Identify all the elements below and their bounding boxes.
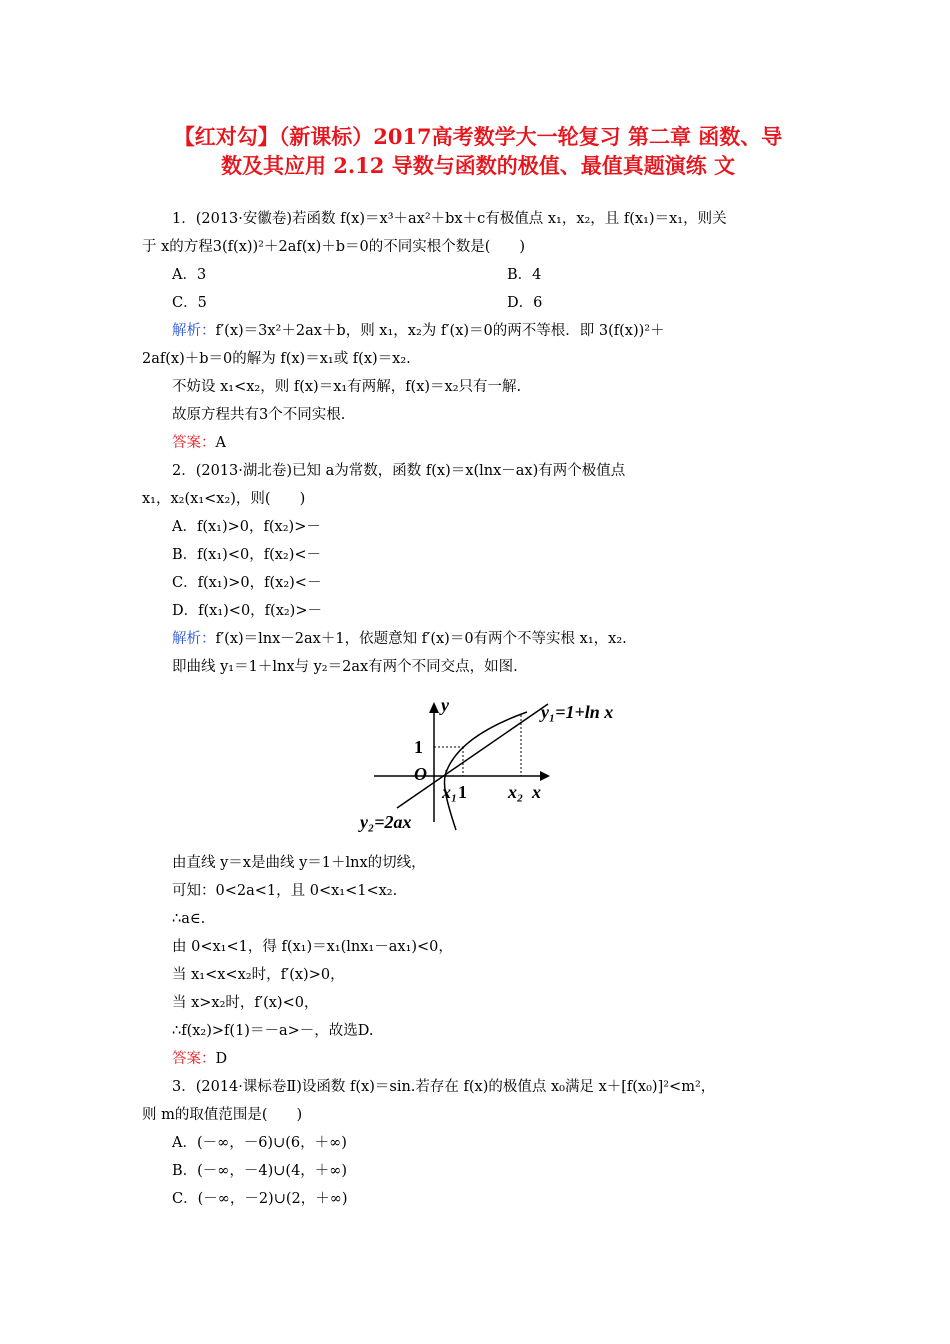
x2-label: x₂ <box>508 782 524 802</box>
q1-solution-line-2: 2af(x)＋b＝0的解为 f(x)＝x₁或 f(x)＝x₂. <box>142 351 411 367</box>
document-title <box>128 122 828 180</box>
q2-stem-line-2: x₁，x₂(x₁<x₂)，则( ) <box>142 491 306 507</box>
q1-options-row-2 <box>172 293 852 313</box>
q2-solution-line-2: 即曲线 y₁＝1＋lnx与 y₂＝2ax有两个不同交点，如图. <box>172 659 518 675</box>
x-axis-arrow <box>540 771 550 781</box>
q2-solution-label: 解析： <box>172 631 216 647</box>
log-curve <box>444 712 527 830</box>
curve-label: y₁=1+ln x <box>541 702 614 722</box>
q3-stem-line-2: 则 m的取值范围是( ) <box>142 1107 303 1123</box>
q1-solution-line-3: 不妨设 x₁<x₂，则 f(x)＝x₁有两解，f(x)＝x₂只有一解. <box>172 379 522 395</box>
q1-stem-line-1: 1．(2013·安徽卷)若函数 f(x)＝x³＋ax²＋bx＋c有极值点 x₁，x₂，且 f(x₁)＝x₁，则关 <box>172 211 727 227</box>
origin-label: O <box>414 764 427 784</box>
q2-stem-line-1: 2．(2013·湖北卷)已知 a为常数，函数 f(x)＝x(lnx－ax)有两个极值点 <box>172 463 626 479</box>
y-axis-arrow <box>429 702 439 713</box>
q2-solution-line-8: 当 x>x₂时，f′(x)<0， <box>172 995 319 1011</box>
q1-option-b: B．4 <box>507 267 542 283</box>
q1-option-d: D．6 <box>507 295 543 311</box>
q1-stem-line-2: 于 x的方程3(f(x))²＋2af(x)＋b＝0的不同实根个数是( ) <box>142 239 526 255</box>
y-axis-label: y <box>441 695 449 715</box>
q2-solution-line-9: ∴f(x₂)>f(1)＝－a>－，故选D. <box>172 1023 374 1039</box>
q1-answer-label: 答案： <box>172 435 216 451</box>
q2-solution-line-5: ∴a∈. <box>172 911 206 927</box>
q3-option-a: A．(－∞，－6)∪(6，＋∞) <box>172 1135 347 1151</box>
q1-solution-line-4: 故原方程共有3个不同实根. <box>172 407 346 423</box>
q2-solution-line-3: 由直线 y＝x是曲线 y＝1＋lnx的切线， <box>172 855 426 871</box>
q2-answer-label: 答案： <box>172 1051 216 1067</box>
q3-option-c: C．(－∞，－2)∪(2，＋∞) <box>172 1191 348 1207</box>
q2-solution-line-1 <box>172 629 852 649</box>
q2-solution-line-7: 当 x₁<x<x₂时，f′(x)>0， <box>172 967 345 983</box>
q2-option-a: A．f(x₁)>0，f(x₂)>－ <box>172 519 321 535</box>
q2-option-c: C．f(x₁)>0，f(x₂)<－ <box>172 575 322 591</box>
q2-option-b: B．f(x₁)<0，f(x₂)<－ <box>172 547 322 563</box>
q1-solution-line-1 <box>172 321 852 341</box>
q3-stem-line-1: 3．(2014·课标卷Ⅱ)设函数 f(x)＝sin.若存在 f(x)的极值点 x₀满足 x＋[f(x₀)]²<m²， <box>172 1079 716 1095</box>
q1-solution-text-1: f′(x)＝3x²＋2ax＋b，则 x₁，x₂为 f′(x)＝0的两不等根．即 3(f(x))²＋ <box>215 323 665 339</box>
q1-solution-label: 解析： <box>172 323 216 339</box>
x1-label: x₁ <box>442 782 458 802</box>
line-label: y₂=2ax <box>360 812 412 832</box>
title-line-1: 【红对勾】（新课标）2017高考数学大一轮复习 第二章 函数、导 <box>173 124 783 149</box>
q3-option-b: B．(－∞，－4)∪(4，＋∞) <box>172 1163 348 1179</box>
q1-answer-value: A <box>215 435 226 451</box>
q1-options-row-1 <box>172 265 852 285</box>
q2-option-d: D．f(x₁)<0，f(x₂)>－ <box>172 603 322 619</box>
q2-answer <box>172 1049 852 1069</box>
y-one-label: 1 <box>414 737 423 757</box>
title-line-2: 数及其应用 2.12 导数与函数的极值、最值真题演练 文 <box>220 153 736 178</box>
x-axis-label: x <box>532 782 541 802</box>
q2-solution-text-1: f′(x)＝lnx－2ax＋1，依题意知 f′(x)＝0有两个不等实根 x₁，x₂. <box>215 631 627 647</box>
intersection-figure <box>352 690 652 835</box>
q1-option-c: C．5 <box>172 295 207 311</box>
q2-solution-line-4: 可知：0<2a<1，且 0<x₁<1<x₂. <box>172 883 398 899</box>
q2-answer-value: D <box>215 1051 228 1067</box>
x-one-label: 1 <box>458 782 467 802</box>
q2-solution-line-6: 由 0<x₁<1，得 f(x₁)＝x₁(lnx₁－ax₁)<0， <box>172 939 453 955</box>
q1-option-a: A．3 <box>172 267 207 283</box>
q1-answer <box>172 433 852 453</box>
